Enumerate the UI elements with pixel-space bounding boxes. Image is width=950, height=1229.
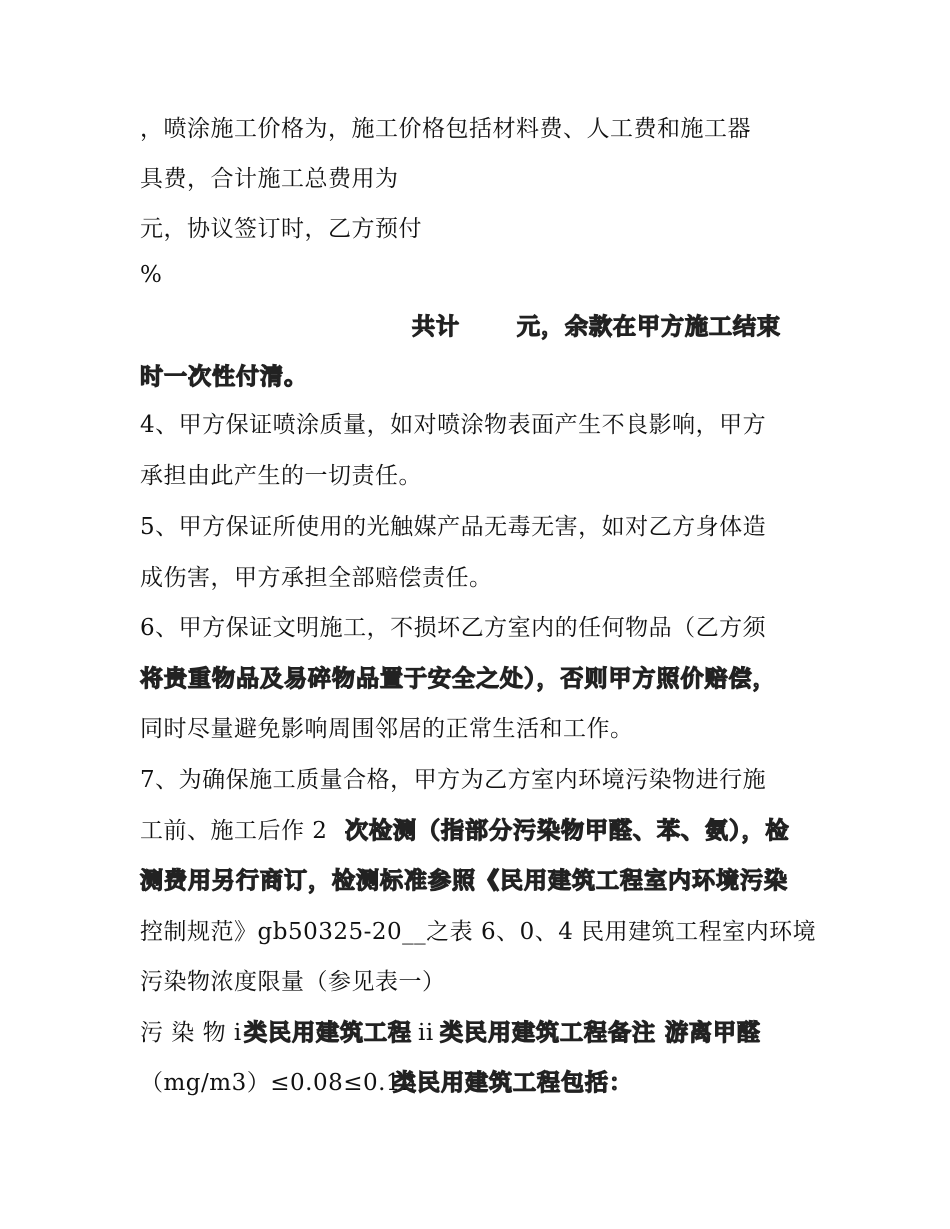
clause-7-line-3: 测费用另行商订，检测标准参照《民用建筑工程室内环境污染 [140, 867, 788, 894]
text-line-percent: % [140, 262, 163, 288]
clause-7-line-2b: 次检测（指部分污染物甲醛、苯、氨），检 [345, 817, 790, 844]
clause-5-line-2: 成伤害，甲方承担全部赔偿责任。 [140, 565, 493, 591]
clause-7-line-1: 7、为确保施工质量合格，甲方为乙方室内环境污染物进行施 [140, 767, 767, 793]
text-line-balance: 元，余款在甲方施工结束 [517, 313, 781, 340]
table-line-1b: 类民用建筑工程 [244, 1019, 412, 1046]
clause-6-line-2: 将贵重物品及易碎物品置于安全之处），否则甲方照价赔偿， [140, 665, 777, 692]
clause-7-line-5: 污染物浓度限量（参见表一） [140, 969, 446, 995]
text-line-paid-once: 时一次性付清。 [140, 363, 308, 390]
clause-7-line-4: 控制规范》gb50325-20__之表 6、0、4 民用建筑工程室内环境 [140, 919, 817, 945]
text-line-total-fee: 具费，合计施工总费用为 [140, 166, 399, 192]
table-line-1a: 污 染 物 i [140, 1020, 242, 1046]
text-line-total-label: 共计 [412, 313, 460, 340]
text-line-price: ，喷涂施工价格为，施工价格包括材料费、人工费和施工器 [140, 116, 751, 142]
clause-5-line-1: 5、甲方保证所使用的光触媒产品无毒无害，如对乙方身体造 [140, 514, 767, 540]
table-line-2a: （mg/m3）≤0.08≤0.12 [140, 1070, 417, 1096]
table-line-1c: ii [418, 1020, 434, 1046]
clause-7-line-2a: 工前、施工后作 2 [140, 818, 328, 844]
clause-4-line-2: 承担由此产生的一切责任。 [140, 463, 422, 489]
table-line-2b: 类民用建筑工程包括： [393, 1069, 633, 1096]
clause-6-line-3: 同时尽量避免影响周围邻居的正常生活和工作。 [140, 716, 634, 742]
clause-4-line-1: 4、甲方保证喷涂质量，如对喷涂物表面产生不良影响，甲方 [140, 412, 767, 438]
text-line-prepay: 元，协议签订时，乙方预付 [140, 216, 422, 242]
table-line-1d: 类民用建筑工程备注 游离甲醛 [440, 1019, 762, 1046]
clause-6-line-1: 6、甲方保证文明施工，不损坏乙方室内的任何物品（乙方须 [140, 615, 767, 641]
